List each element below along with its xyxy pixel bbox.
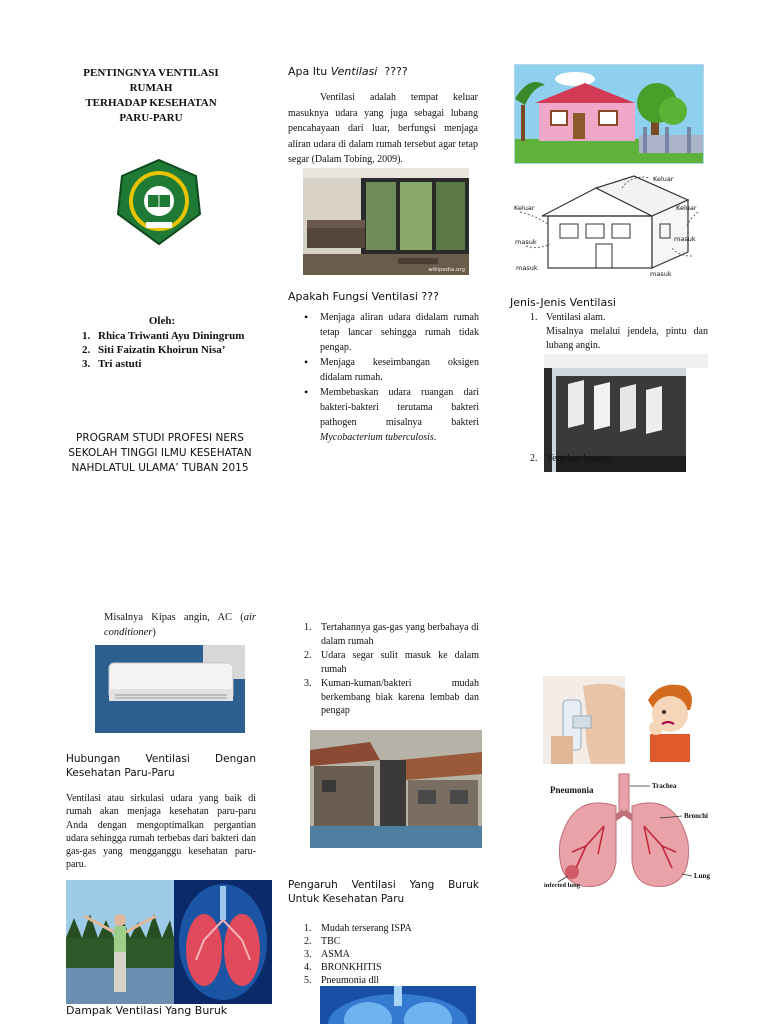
hubungan-paragraph: Ventilasi atau sirkulasi udara yang baik di rumah akan menjaga kesehatan paru-paru Anda dengan mengoptimalkan pergantian udara sehingga rumah terbebas dari bakteri dan gas-gas yang mengganggu kesehatan paru-paru. xyxy=(66,793,256,871)
dampak-item xyxy=(304,621,479,648)
author-item xyxy=(82,343,262,357)
label-masuk-2: masuk xyxy=(674,235,696,243)
disease-item xyxy=(304,948,412,961)
stikes-logo xyxy=(116,158,202,246)
disease-num: 4. xyxy=(304,962,312,973)
program-line-1: PROGRAM STUDI PROFESI NERS xyxy=(76,432,244,444)
disease-num: 2. xyxy=(304,936,312,947)
fungsi-item: • Menjaga aliran udara didalam rumah tetap lancar sehingga rumah tidak pengap. xyxy=(302,310,479,355)
dampak-list xyxy=(304,621,479,718)
dampak-text: Kuman-kuman/bakteri mudah berkembang biak karena lembab dan pengap xyxy=(321,678,479,716)
label-masuk-3: masuk xyxy=(516,264,538,272)
heading-italic: Ventilasi xyxy=(330,65,378,78)
dampak-caption: Dampak Ventilasi Yang Buruk xyxy=(66,1004,228,1017)
authors-block xyxy=(82,314,262,371)
coughing-boy-cartoon xyxy=(630,676,706,762)
fungsi-item xyxy=(302,385,479,445)
dampak-text: Tertahannya gas-gas yang berbahaya di dalam rumah xyxy=(321,622,479,647)
jenis-num-2: 2. xyxy=(530,453,538,464)
disease-item xyxy=(304,922,412,935)
label-infected-lung: infected lung xyxy=(544,882,580,889)
bacteria-name: Mycobacterium tuberculosis xyxy=(320,432,434,443)
fungsi-list xyxy=(302,310,479,445)
program-line-3: NAHDLATUL ULAMA’ TUBAN 2015 xyxy=(71,462,249,474)
disease-num: 1. xyxy=(304,923,312,934)
apa-itu-heading xyxy=(288,65,408,78)
author-num: 1. xyxy=(82,330,91,342)
label-keluar-top: Keluar xyxy=(653,175,674,183)
jenis-title-2: Ventilasi buatan. xyxy=(546,453,613,464)
author-name: Tri astuti xyxy=(98,358,142,370)
slum-houses-photo xyxy=(310,730,482,848)
dampak-num: 3. xyxy=(304,678,312,689)
title-line-1: PENTINGNYA VENTILASI RUMAH xyxy=(83,67,219,94)
jenis-item-2 xyxy=(530,452,613,466)
definition-paragraph: Ventilasi adalah tempat keluar masuknya udara yang juga sebagai lubang pencahayaan dari luar, berfungsi menjaga aliran udara di dalam rumah tersebut agar tetap segar (Dalam Tobing, 2009). xyxy=(288,92,478,165)
oleh-label: Oleh: xyxy=(148,315,176,327)
disease-num: 5. xyxy=(304,975,312,986)
example-italic: air conditioner xyxy=(104,612,256,638)
example-end: ) xyxy=(152,627,156,638)
dampak-num: 2. xyxy=(304,650,312,661)
fresh-air-photo xyxy=(66,880,174,1004)
author-name: Siti Faizatin Khoirun Nisa’ xyxy=(98,344,226,356)
fungsi-item-end: . xyxy=(433,432,437,443)
ac-unit-photo xyxy=(95,645,245,733)
author-item xyxy=(82,329,262,343)
house-airflow-diagram xyxy=(512,166,706,280)
dampak-item xyxy=(304,677,479,718)
jenis-heading: Jenis-Jenis Ventilasi xyxy=(510,296,616,309)
author-item xyxy=(82,357,262,371)
inhaler-photo xyxy=(543,676,625,764)
disease-text: Mudah terserang ISPA xyxy=(321,923,412,934)
disease-num: 3. xyxy=(304,949,312,960)
jenis-title-1: Ventilasi alam. xyxy=(546,312,606,323)
dampak-item xyxy=(304,649,479,676)
living-room-photo xyxy=(303,168,469,275)
disease-text: BRONKHITIS xyxy=(321,962,382,973)
jenis-item-1 xyxy=(530,311,708,353)
jenis-num-1: 1. xyxy=(530,312,538,323)
label-keluar-left: Keluar xyxy=(514,204,535,212)
fungsi-heading: Apakah Fungsi Ventilasi ??? xyxy=(288,290,439,303)
author-num: 2. xyxy=(82,344,91,356)
program-block xyxy=(56,431,264,476)
house-cartoon xyxy=(514,64,704,164)
example-prefix: Misalnya Kipas angin, AC ( xyxy=(104,612,244,623)
lungs-blue-photo xyxy=(320,986,476,1024)
author-name: Rhica Triwanti Ayu Diningrum xyxy=(98,330,245,342)
title-line-2: TERHADAP KESEHATAN xyxy=(85,97,217,109)
dampak-text: Udara segar sulit masuk ke dalam rumah xyxy=(321,650,479,675)
disease-list xyxy=(304,922,412,987)
fungsi-item-text: Membebaskan udara ruangan dari bakteri-bakteri terutama bakteri pathogen misalnya bakteri xyxy=(320,387,479,428)
title-line-3: PARU-PARU xyxy=(119,112,183,124)
label-masuk-4: masuk xyxy=(650,270,672,278)
jenis-desc-1: Misalnya melalui jendela, pintu dan lubang angin. xyxy=(546,326,708,351)
fungsi-item: • Menjaga keseimbangan oksigen didalam rumah. xyxy=(302,355,479,385)
dampak-num: 1. xyxy=(304,622,312,633)
disease-item xyxy=(304,935,412,948)
diagram-title: Pneumonia xyxy=(550,785,594,795)
label-masuk-1: masuk xyxy=(515,238,537,246)
example-text xyxy=(104,610,256,640)
label-lung: Lung xyxy=(694,872,710,880)
photo-watermark: wikipedia.org xyxy=(428,267,465,273)
program-line-2: SEKOLAH TINGGI ILMU KESEHATAN xyxy=(68,447,252,459)
disease-text: TBC xyxy=(321,936,341,947)
disease-text: Pneumonia dll xyxy=(321,975,380,986)
author-num: 3. xyxy=(82,358,91,370)
label-bronchi: Bronchi xyxy=(684,812,708,820)
pengaruh-heading: Pengaruh Ventilasi Yang Buruk Untuk Kesehatan Paru xyxy=(288,879,479,905)
heading-prefix: Apa Itu xyxy=(288,65,331,78)
heading-suffix: ???? xyxy=(377,65,408,78)
pneumonia-lung-diagram xyxy=(542,772,718,896)
disease-text: ASMA xyxy=(321,949,350,960)
disease-item xyxy=(304,961,412,974)
label-keluar-right: Keluar xyxy=(676,204,697,212)
label-trachea: Trachea xyxy=(652,782,677,790)
lungs-xray-photo xyxy=(174,880,272,1004)
hubungan-heading: Hubungan Ventilasi Dengan Kesehatan Paru-Paru xyxy=(66,753,256,779)
brochure-title xyxy=(62,66,240,126)
